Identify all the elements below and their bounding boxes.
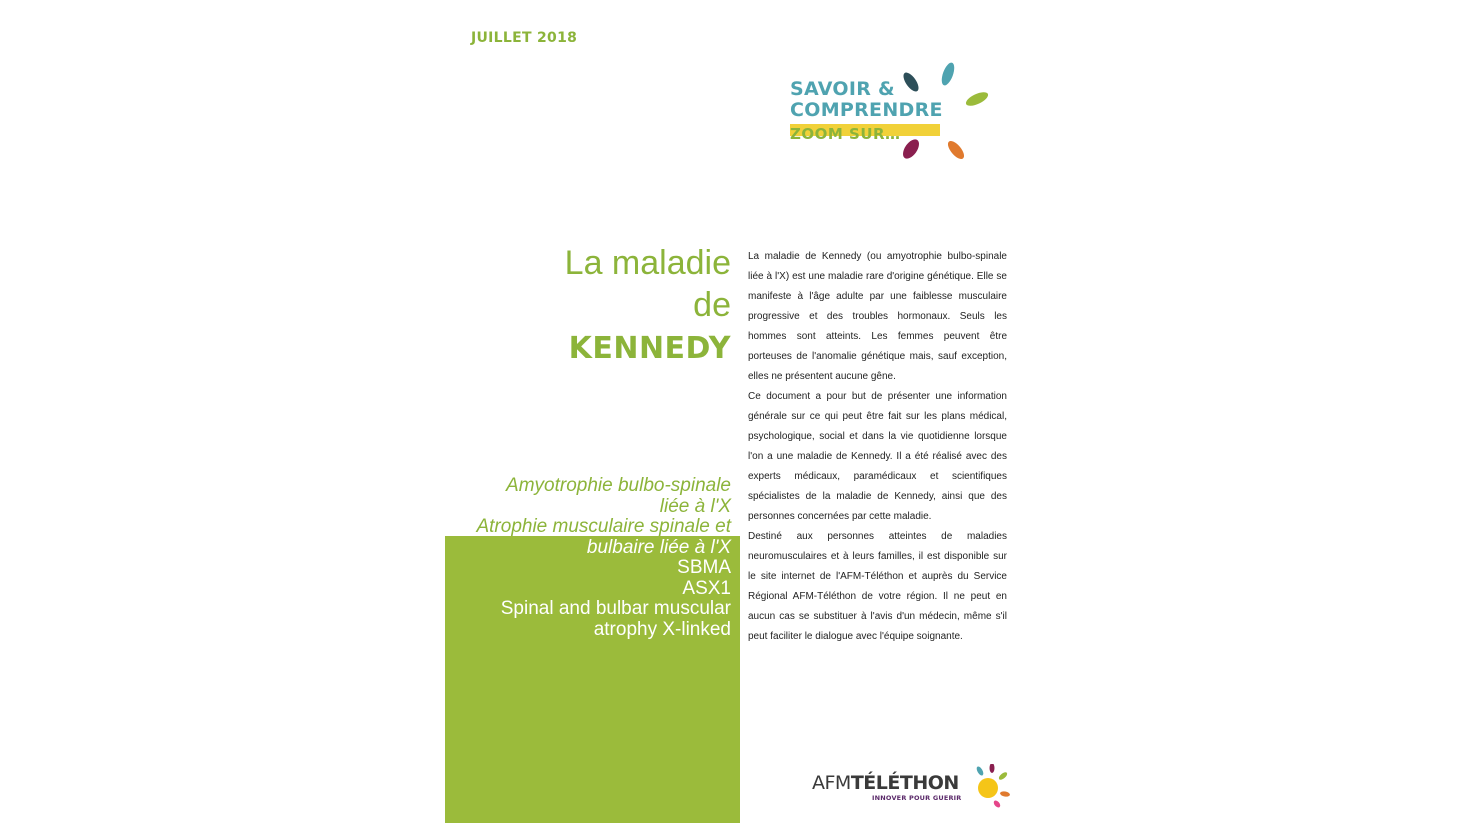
alt-name-2: liée à l'X: [659, 495, 731, 517]
title-kennedy: KENNEDY: [568, 331, 731, 366]
title-line-2: de: [693, 286, 731, 324]
intro-text: [748, 247, 1007, 647]
logo-line-savoir: SAVOIR &: [790, 78, 895, 100]
afm-wordmark: [812, 772, 959, 794]
savoir-comprendre-logo: [785, 58, 1025, 168]
alt-name-3: Atrophie musculaire spinale et: [476, 516, 731, 537]
intro-paragraph-2: Ce document a pour but de présenter une information générale sur ce qui peut être fait sur les plans médical, psychologique, social et dans la vie quotidienne lorsque l'on a une maladie de Kennedy. Il a été réalisé avec des experts médicaux, paramédicaux et scientifiques spécialistes de la maladie de Kennedy, ainsi que des personnes concernées par cette maladie.: [748, 391, 1007, 522]
alt-name-4: bulbaire liée à l'X: [586, 536, 731, 558]
afm-prefix: AFM: [812, 772, 851, 794]
publication-date: JUILLET 2018: [471, 30, 578, 46]
document-title: [565, 242, 731, 372]
sun-icon: [970, 764, 1012, 808]
afm-name: TÉLÉTHON: [850, 772, 959, 794]
afm-tagline: INNOVER POUR GUERIR: [872, 794, 962, 802]
logo-zoom-sur: ZOOM SUR…: [790, 125, 901, 143]
logo-line-comprendre: COMPRENDRE: [790, 99, 943, 121]
alternative-names: [476, 476, 731, 640]
alt-name-7: Spinal and bulbar muscular: [500, 598, 731, 619]
title-line-1: La maladie: [564, 244, 731, 282]
intro-paragraph-1: La maladie de Kennedy (ou amyotrophie bulbo-spinale liée à l'X) est une maladie rare d'origine génétique. Elle se manifeste à l'âge adulte par une faiblesse musculaire progressive et des troubles hormonaux. Seuls les hommes sont atteints. Les femmes peuvent être porteuses de l'anomalie génétique mais, sauf exception, elles ne présentent aucune gêne.: [748, 251, 1007, 382]
alt-name-8: atrophy X-linked: [593, 618, 731, 640]
afm-telethon-logo: [812, 764, 1012, 810]
alt-name-1: Amyotrophie bulbo-spinale: [506, 475, 731, 496]
intro-paragraph-3: Destiné aux personnes atteintes de maladies neuromusculaires et à leurs familles, il est disponible sur le site internet de l'AFM-Téléthon et auprès du Service Régional AFM-Téléthon de votre région. Il ne peut en aucun cas se substituer à l'avis d'un médecin, même s'il peut faciliter le dialogue avec l'équipe soignante.: [748, 531, 1007, 642]
alt-name-5: SBMA: [677, 557, 731, 578]
alt-name-6: ASX1: [682, 577, 731, 599]
